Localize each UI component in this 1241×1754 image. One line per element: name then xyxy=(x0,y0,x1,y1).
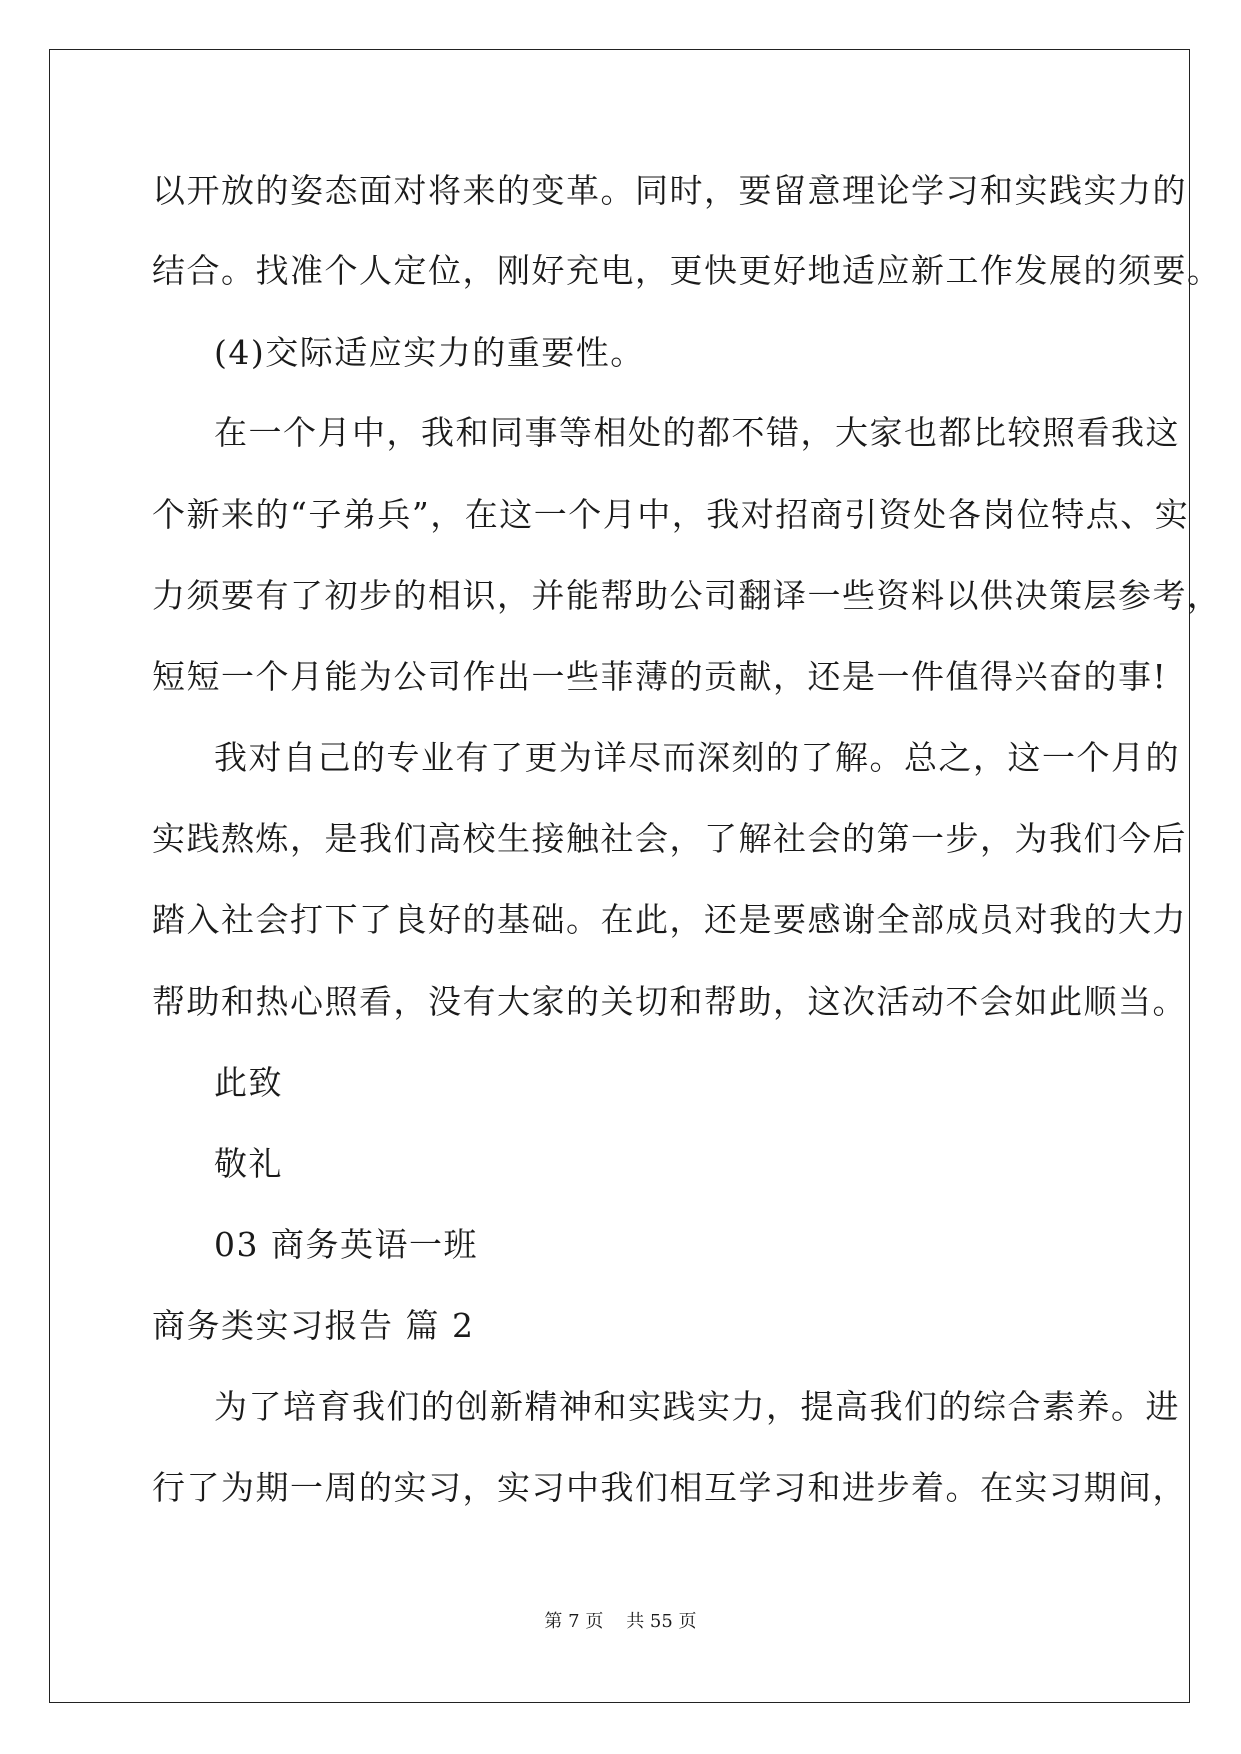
text-line: 在一个月中，我和同事等相处的都不错，大家也都比较照看我这 xyxy=(214,413,1180,452)
page-border xyxy=(49,49,1190,1703)
text-line: 力须要有了初步的相识，并能帮助公司翻译一些资料以供决策层参考， xyxy=(152,576,1222,615)
text-line: 结合。找准个人定位，刚好充电，更快更好地适应新工作发展的须要。 xyxy=(152,251,1222,290)
text-line: 行了为期一周的实习，实习中我们相互学习和进步着。在实习期间， xyxy=(152,1468,1187,1507)
text-line: 以开放的姿态面对将来的变革。同时，要留意理论学习和实践实力的 xyxy=(152,171,1187,210)
signature-class: 03 商务英语一班 xyxy=(214,1225,478,1264)
text-line: 踏入社会打下了良好的基础。在此，还是要感谢全部成员对我的大力 xyxy=(152,900,1187,939)
page-number-footer: 第 7 页 共 55 页 xyxy=(544,1611,697,1632)
closing-regards: 敬礼 xyxy=(214,1144,283,1183)
section-heading: 商务类实习报告 篇 2 xyxy=(152,1306,475,1345)
text-line: 实践熬炼，是我们高校生接触社会，了解社会的第一步，为我们今后 xyxy=(152,819,1187,858)
text-line: (4)交际适应实力的重要性。 xyxy=(214,333,645,372)
text-line: 我对自己的专业有了更为详尽而深刻的了解。总之，这一个月的 xyxy=(214,738,1180,777)
text-line: 短短一个月能为公司作出一些菲薄的贡献，还是一件值得兴奋的事! xyxy=(152,657,1168,696)
text-line: 帮助和热心照看，没有大家的关切和帮助，这次活动不会如此顺当。 xyxy=(152,982,1187,1021)
closing-salutation: 此致 xyxy=(214,1063,283,1102)
text-line: 个新来的“子弟兵”，在这一个月中，我对招商引资处各岗位特点、实 xyxy=(152,495,1190,534)
text-line: 为了培育我们的创新精神和实践实力，提高我们的综合素养。进 xyxy=(214,1387,1180,1426)
